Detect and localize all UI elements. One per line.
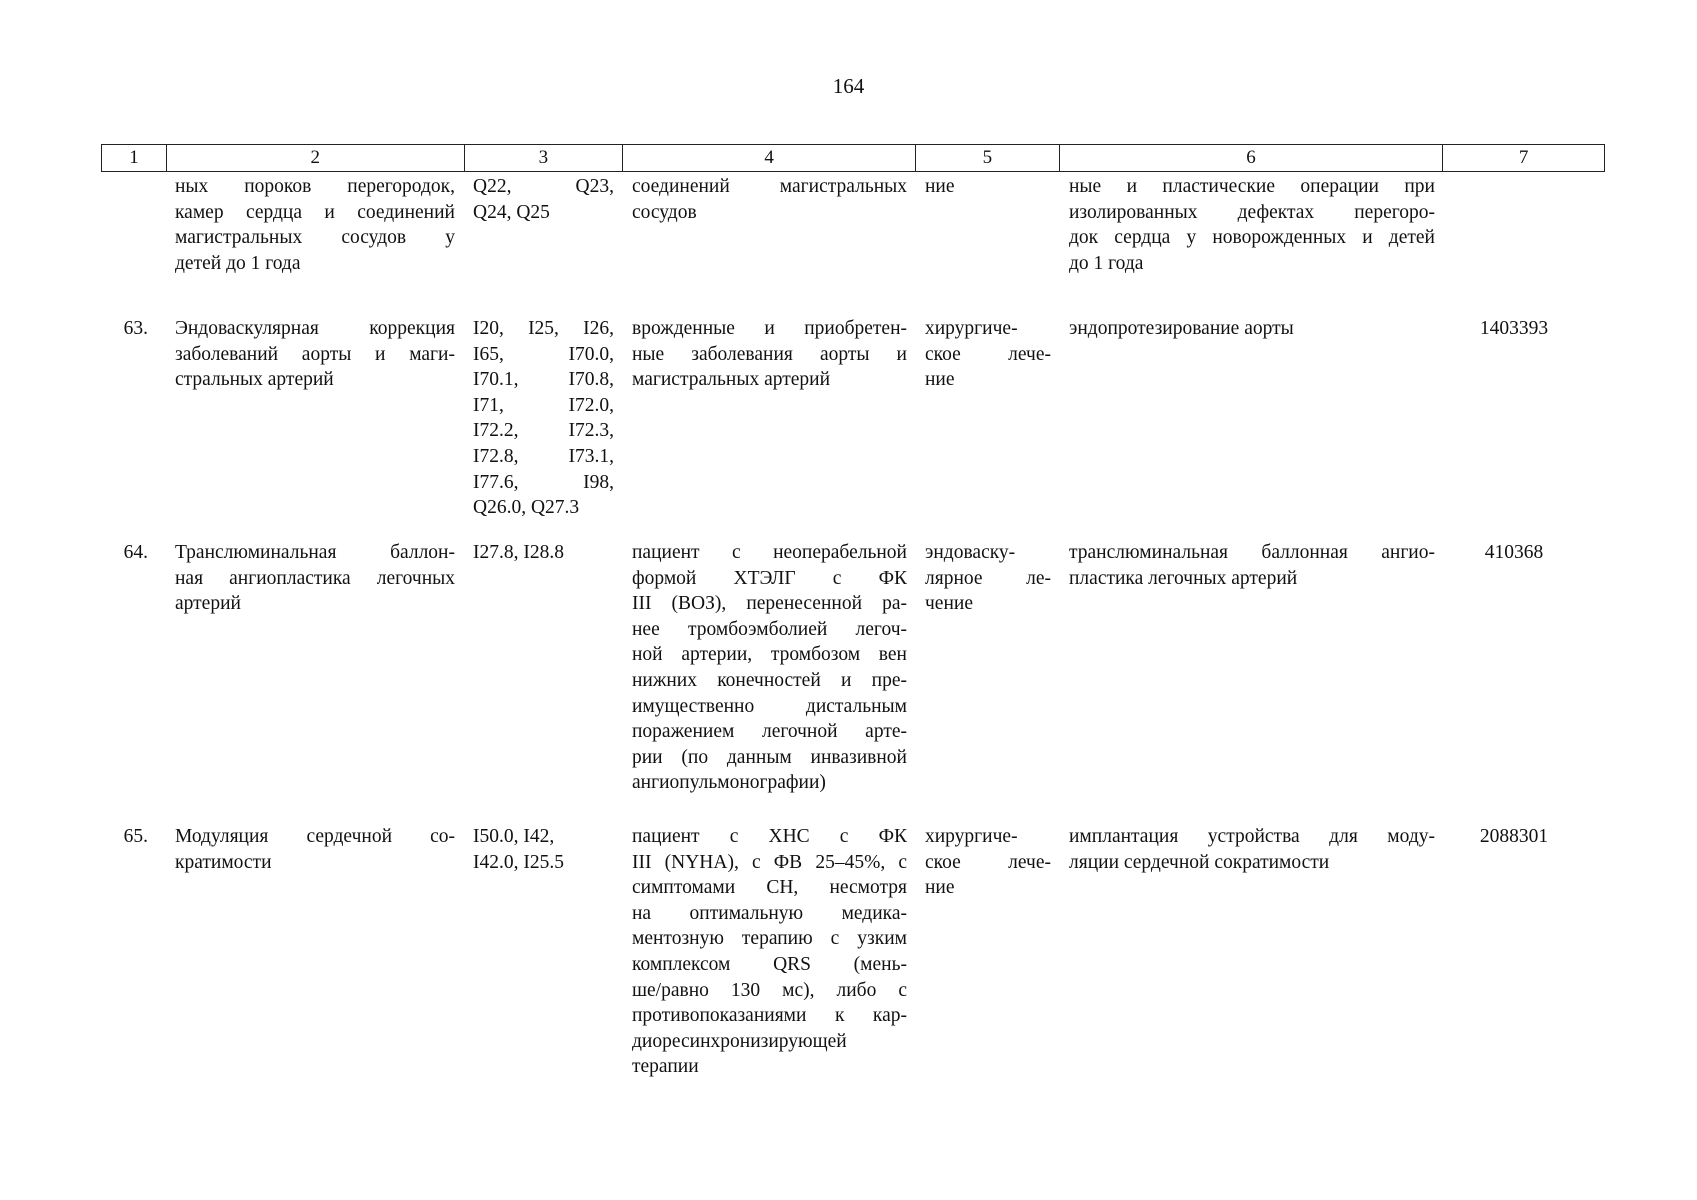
service-name-cell-line: Эндоваскулярная коррекция <box>175 318 455 339</box>
service-name-cell-line: ных пороков перегородок, <box>175 176 455 197</box>
icd-codes-cell <box>464 174 623 316</box>
treatment-method-cell <box>1060 174 1444 316</box>
patient-model-cell-line: III (NYHA), с ФВ 25–45%, с <box>632 851 907 873</box>
patient-model-cell-line: сосудов <box>632 201 697 223</box>
treatment-method-cell-line: пластика легочных артерий <box>1069 567 1298 589</box>
patient-model-cell-line: имущественно дистальным <box>632 695 907 717</box>
column-header-5: 5 <box>916 145 1060 171</box>
icd-codes-cell-line: I77.6, I98, <box>473 471 614 493</box>
patient-model-cell-line: магистральных артерий <box>632 369 831 391</box>
treatment-type-cell-line: ское лече- <box>925 343 1051 365</box>
treatment-type-cell <box>916 174 1060 316</box>
icd-codes-cell <box>464 316 623 540</box>
treatment-method-cell-line: эндопротезирование аорты <box>1069 318 1294 339</box>
treatment-type-cell-line: ние <box>925 369 955 391</box>
treatment-method-cell-line: изолированных дефектах перегоро- <box>1069 201 1435 223</box>
column-header-3: 3 <box>465 145 624 171</box>
icd-codes-cell-line: I71, I72.0, <box>473 394 614 416</box>
table-row-63 <box>101 316 1605 540</box>
column-header-4: 4 <box>623 145 916 171</box>
column-number-header <box>101 144 1605 172</box>
icd-codes-cell <box>464 540 623 824</box>
icd-codes-cell-line: I50.0, I42, <box>473 826 555 847</box>
cost-cell: 410368 <box>1484 542 1544 563</box>
patient-model-cell-line: ной артерии, тромбозом вен <box>632 644 907 666</box>
patient-model-cell-line: III (ВОЗ), перенесенной ра- <box>632 593 907 615</box>
icd-codes-cell <box>464 824 623 1084</box>
patient-model-cell <box>623 174 916 316</box>
icd-codes-cell-line: I72.8, I73.1, <box>473 445 614 467</box>
service-name-cell-line: стральных артерий <box>175 369 334 391</box>
treatment-type-cell-line: чение <box>925 593 973 615</box>
treatment-type-cell-line: хирургиче- <box>925 318 1018 339</box>
icd-codes-cell-line: I27.8, I28.8 <box>473 542 564 563</box>
patient-model-cell <box>623 824 916 1084</box>
treatment-method-cell <box>1060 316 1444 540</box>
treatment-type-cell-line: ние <box>925 877 955 899</box>
treatment-type-cell <box>916 824 1060 1084</box>
treatment-type-cell <box>916 316 1060 540</box>
service-name-cell-line: детей до 1 года <box>175 252 301 274</box>
row-number: 64. <box>123 542 148 563</box>
patient-model-cell-line: ные заболевания аорты и <box>632 343 907 365</box>
treatment-method-cell-line: ляции сердечной сократимости <box>1069 851 1330 873</box>
service-name-cell-line: кратимости <box>175 851 272 873</box>
service-name-cell <box>166 316 464 540</box>
patient-model-cell-line: диоресинхронизирующей <box>632 1030 847 1052</box>
cost-cell: 1403393 <box>1479 318 1549 339</box>
service-name-cell <box>166 174 464 316</box>
treatment-method-cell-line: транслюминальная баллонная ангио- <box>1069 542 1435 563</box>
patient-model-cell-line: рии (по данным инвазивной <box>632 746 907 768</box>
patient-model-cell <box>623 316 916 540</box>
icd-codes-cell-line: Q24, Q25 <box>473 201 550 223</box>
service-name-cell-line: ная ангиопластика легочных <box>175 567 455 589</box>
patient-model-cell-line: терапии <box>632 1056 699 1078</box>
services-table <box>101 144 1605 1084</box>
icd-codes-cell-line: I70.1, I70.8, <box>473 369 614 391</box>
treatment-type-cell-line: ние <box>925 176 955 197</box>
treatment-method-cell-line: имплантация устройства для моду- <box>1069 826 1435 847</box>
table-row-65 <box>101 824 1605 1084</box>
icd-codes-cell-line: Q26.0, Q27.3 <box>473 497 580 519</box>
patient-model-cell-line: симптомами СН, несмотря <box>632 877 907 899</box>
column-header-1: 1 <box>102 145 167 171</box>
treatment-method-cell-line: до 1 года <box>1069 252 1144 274</box>
patient-model-cell-line: нее тромбоэмболией легоч- <box>632 618 907 640</box>
icd-codes-cell-line: I65, I70.0, <box>473 343 614 365</box>
icd-codes-cell-line: Q22, Q23, <box>473 176 614 197</box>
row-number: 63. <box>123 318 148 339</box>
treatment-method-cell <box>1060 824 1444 1084</box>
patient-model-cell-line: формой ХТЭЛГ с ФК <box>632 567 907 589</box>
service-name-cell-line: магистральных сосудов у <box>175 227 455 249</box>
treatment-type-cell-line: эндоваску- <box>925 542 1016 563</box>
treatment-method-cell <box>1060 540 1444 824</box>
service-name-cell-line: камер сердца и соединений <box>175 201 455 223</box>
patient-model-cell-line: соединений магистральных <box>632 176 907 197</box>
patient-model-cell-line: нижних конечностей и пре- <box>632 669 907 691</box>
column-header-7: 7 <box>1518 147 1529 168</box>
cost-cell <box>1444 174 1605 316</box>
page-number: 164 <box>832 74 865 98</box>
service-name-cell-line: заболеваний аорты и маги- <box>175 343 455 365</box>
patient-model-cell-line: противопоказаниями к кар- <box>632 1005 907 1027</box>
table-row-64 <box>101 540 1605 824</box>
column-header-6: 6 <box>1060 145 1443 171</box>
patient-model-cell-line: ангиопульмонографии) <box>632 772 826 794</box>
icd-codes-cell-line: I20, I25, I26, <box>473 318 614 339</box>
cost-cell: 2088301 <box>1479 826 1549 847</box>
patient-model-cell-line: врожденные и приобретен- <box>632 318 907 339</box>
service-name-cell-line: артерий <box>175 593 241 615</box>
column-header-2: 2 <box>167 145 465 171</box>
patient-model-cell-line: ше/равно 130 мс), либо с <box>632 979 907 1001</box>
service-name-cell <box>166 540 464 824</box>
service-name-cell <box>166 824 464 1084</box>
treatment-type-cell-line: хирургиче- <box>925 826 1018 847</box>
patient-model-cell-line: ментозную терапию с узким <box>632 928 907 950</box>
treatment-type-cell-line: лярное ле- <box>925 567 1051 589</box>
service-name-cell-line: Модуляция сердечной со- <box>175 826 455 847</box>
treatment-method-cell-line: док сердца у новорожденных и детей <box>1069 227 1435 249</box>
row-number <box>101 174 166 316</box>
icd-codes-cell-line: I42.0, I25.5 <box>473 851 564 873</box>
patient-model-cell <box>623 540 916 824</box>
patient-model-cell-line: поражением легочной арте- <box>632 721 907 743</box>
row-number: 65. <box>123 826 148 847</box>
treatment-type-cell <box>916 540 1060 824</box>
patient-model-cell-line: на оптимальную медика- <box>632 902 907 924</box>
service-name-cell-line: Транслюминальная баллон- <box>175 542 455 563</box>
treatment-type-cell-line: ское лече- <box>925 851 1051 873</box>
patient-model-cell-line: комплексом QRS (мень- <box>632 953 907 975</box>
table-row-continued <box>101 174 1605 316</box>
patient-model-cell-line: пациент с ХНС с ФК <box>632 826 907 847</box>
treatment-method-cell-line: ные и пластические операции при <box>1069 176 1435 197</box>
icd-codes-cell-line: I72.2, I72.3, <box>473 420 614 442</box>
patient-model-cell-line: пациент с неоперабельной <box>632 542 907 563</box>
